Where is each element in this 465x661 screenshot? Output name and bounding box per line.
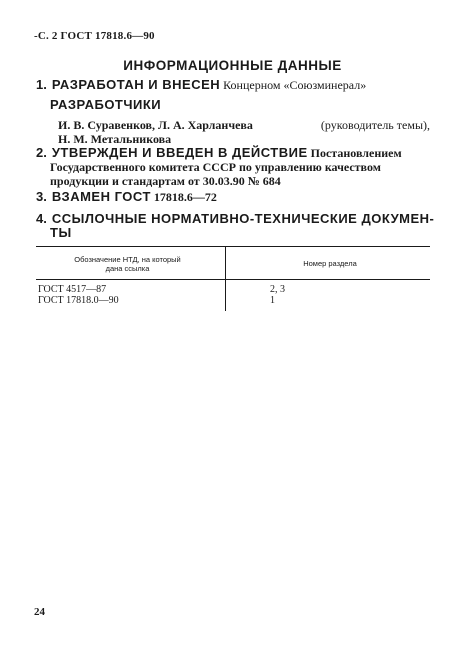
item-4 bbox=[36, 212, 436, 240]
item-3-heading: ВЗАМЕН ГОСТ bbox=[51, 189, 151, 204]
item-2-text-2: Государственного комитета СССР по управлению качеством bbox=[50, 160, 381, 174]
item-2-text-1: Постановлением bbox=[310, 146, 402, 160]
item-1-heading: РАЗРАБОТАН И ВНЕСЕН bbox=[51, 77, 221, 92]
table-header-section: Номер раздела bbox=[303, 259, 357, 268]
table-header-rule bbox=[36, 279, 430, 280]
table-row-2-section: 1 bbox=[270, 295, 275, 306]
table-row-1-section: 2, 3 bbox=[270, 284, 285, 295]
item-3 bbox=[36, 190, 436, 204]
table-column-divider bbox=[225, 247, 226, 311]
item-3-text: 17818.6—72 bbox=[153, 190, 217, 204]
developers-names: И. В. Суравенков, Л. А. Харланчева bbox=[58, 118, 253, 132]
item-4-number: 4. bbox=[36, 211, 47, 226]
table-header-designation bbox=[40, 255, 215, 273]
developers-note: (руководитель темы), bbox=[320, 118, 430, 132]
item-4-heading-1: ССЫЛОЧНЫЕ НОРМАТИВНО-ТЕХНИЧЕСКИЕ ДОКУМЕН- bbox=[51, 211, 435, 226]
item-1 bbox=[36, 78, 436, 92]
table-header-designation-line-1: Обозначение НТД, на который bbox=[74, 255, 181, 264]
item-2-text-3: продукции и стандартам от 30.03.90 № 684 bbox=[50, 174, 281, 188]
page-header: -С. 2 ГОСТ 17818.6—90 bbox=[34, 30, 155, 42]
table-row-1-doc: ГОСТ 4517—87 bbox=[38, 284, 107, 295]
item-2-heading: УТВЕРЖДЕН И ВВЕДЕН В ДЕЙСТВИЕ bbox=[51, 145, 308, 160]
developers-list bbox=[58, 118, 438, 146]
item-2-number: 2. bbox=[36, 145, 47, 160]
item-3-number: 3. bbox=[36, 189, 47, 204]
table-header-designation-line-2: дана ссылка bbox=[105, 264, 150, 273]
table-top-rule bbox=[36, 246, 430, 247]
developers-heading: РАЗРАБОТЧИКИ bbox=[50, 97, 162, 112]
section-title: ИНФОРМАЦИОННЫЕ ДАННЫЕ bbox=[123, 58, 342, 73]
table-row-2-doc: ГОСТ 17818.0—90 bbox=[38, 295, 119, 306]
item-1-text: Концерном «Союзминерал» bbox=[223, 78, 367, 92]
page-number: 24 bbox=[34, 606, 45, 618]
item-4-heading-2: ТЫ bbox=[50, 225, 72, 240]
developers-name-2: Н. М. Метальникова bbox=[58, 132, 172, 146]
item-2 bbox=[36, 146, 436, 188]
item-1-number: 1. bbox=[36, 77, 47, 92]
